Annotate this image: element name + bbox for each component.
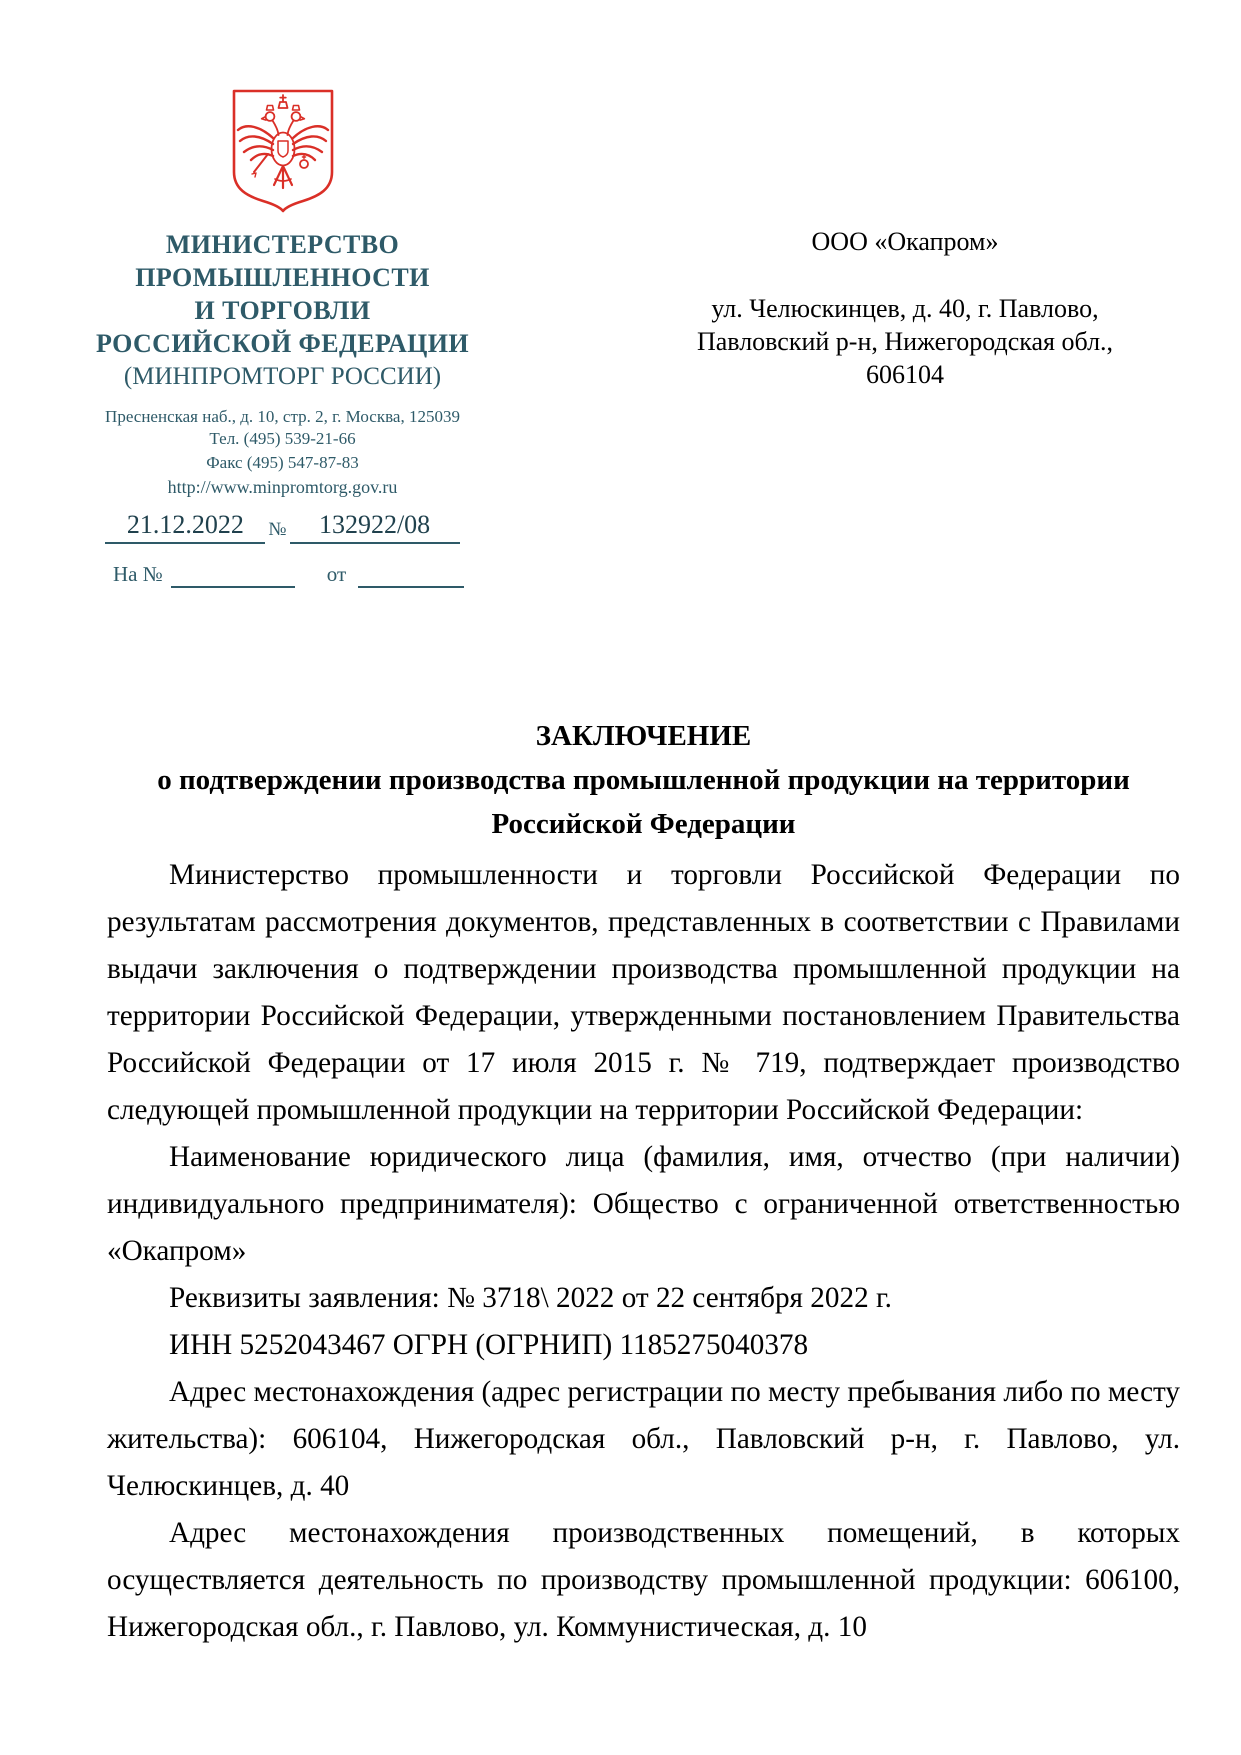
recipient-address-line-2: Павловский р-н, Нижегородская обл., — [696, 327, 1114, 356]
document-title-block — [107, 714, 1180, 846]
ministry-website: http://www.minpromtorg.gov.ru — [167, 477, 398, 497]
outgoing-number: 132922/08 — [290, 510, 460, 544]
reply-number-blank — [171, 564, 295, 588]
body-paragraph: Наименование юридического лица (фамилия, имя, отчество (при наличии) индивидуального предпринимателя): Общество с ограниченной ответственностью «Окапром» — [107, 1141, 1180, 1267]
ministry-name-line-1: МИНИСТЕРСТВО — [165, 230, 400, 259]
russian-coat-of-arms-icon — [230, 88, 336, 214]
ministry-name-line-2: ПРОМЫШЛЕННОСТИ — [135, 263, 430, 292]
reply-to-label: На № — [113, 562, 163, 586]
reply-date-blank — [358, 564, 464, 588]
recipient-block — [630, 226, 1180, 391]
document-body — [107, 852, 1180, 1651]
body-paragraph: Реквизиты заявления: № 3718\ 2022 от 22 сентября 2022 г. — [169, 1282, 892, 1314]
body-paragraph: Адрес местонахождения производственных помещений, в которых осуществляется деятельность по производству промышленной продукции: 606100, Нижегородская обл., г. Павлово, ул. Коммунистическая, д. 10 — [107, 1517, 1180, 1643]
recipient-address-line-3: 606104 — [866, 360, 944, 389]
recipient-name: ООО «Окапром» — [811, 227, 999, 256]
document-title: ЗАКЛЮЧЕНИЕ — [535, 720, 752, 752]
outgoing-date: 21.12.2022 — [105, 510, 265, 544]
ministry-fax: Факс (495) 547-87-83 — [206, 453, 359, 472]
reply-reference-row — [85, 562, 480, 588]
body-paragraph: Адрес местонахождения (адрес регистрации по месту пребывания либо по месту жительства): 606104, Нижегородская обл., Павловский р-н, г. Павлово, ул. Челюскинцев, д. 40 — [107, 1376, 1180, 1502]
ministry-phone: Тел. (495) 539-21-66 — [209, 429, 356, 448]
recipient-gap — [630, 258, 1180, 292]
ministry-name — [85, 228, 480, 393]
document-subtitle-line-2: Российской Федерации — [491, 808, 796, 840]
document-subtitle-line-1: о подтверждении производства промышленной продукции на территории — [157, 764, 1130, 796]
body-paragraph: Министерство промышленности и торговли Российской Федерации по результатам рассмотрения документов, представленных в соответствии с Правилами выдачи заключения о подтверждении производства промышленной продукции на территории Российской Федерации, утвержденными постановлением Правительства Российской Федерации от 17 июля 2015 г. № 719, подтверждает производство следующей промышленной продукции на территории Российской Федерации: — [107, 859, 1180, 1126]
ministry-short-name: (МИНПРОМТОРГ РОССИИ) — [123, 363, 442, 390]
ministry-postal-address: Пресненская наб., д. 10, стр. 2, г. Москва, 125039 — [105, 407, 460, 426]
body-paragraph: ИНН 5252043467 ОГРН (ОГРНИП) 1185275040378 — [169, 1329, 809, 1361]
ministry-name-line-4: РОССИЙСКОЙ ФЕДЕРАЦИИ — [95, 329, 470, 358]
number-sign: № — [268, 519, 287, 540]
ministry-letterhead — [85, 88, 480, 588]
ministry-name-line-3: И ТОРГОВЛИ — [194, 296, 371, 325]
outgoing-date-number-row — [85, 510, 480, 544]
recipient-address-line-1: ул. Челюскинцев, д. 40, г. Павлово, — [711, 294, 1099, 323]
reply-from-label: от — [326, 562, 347, 586]
